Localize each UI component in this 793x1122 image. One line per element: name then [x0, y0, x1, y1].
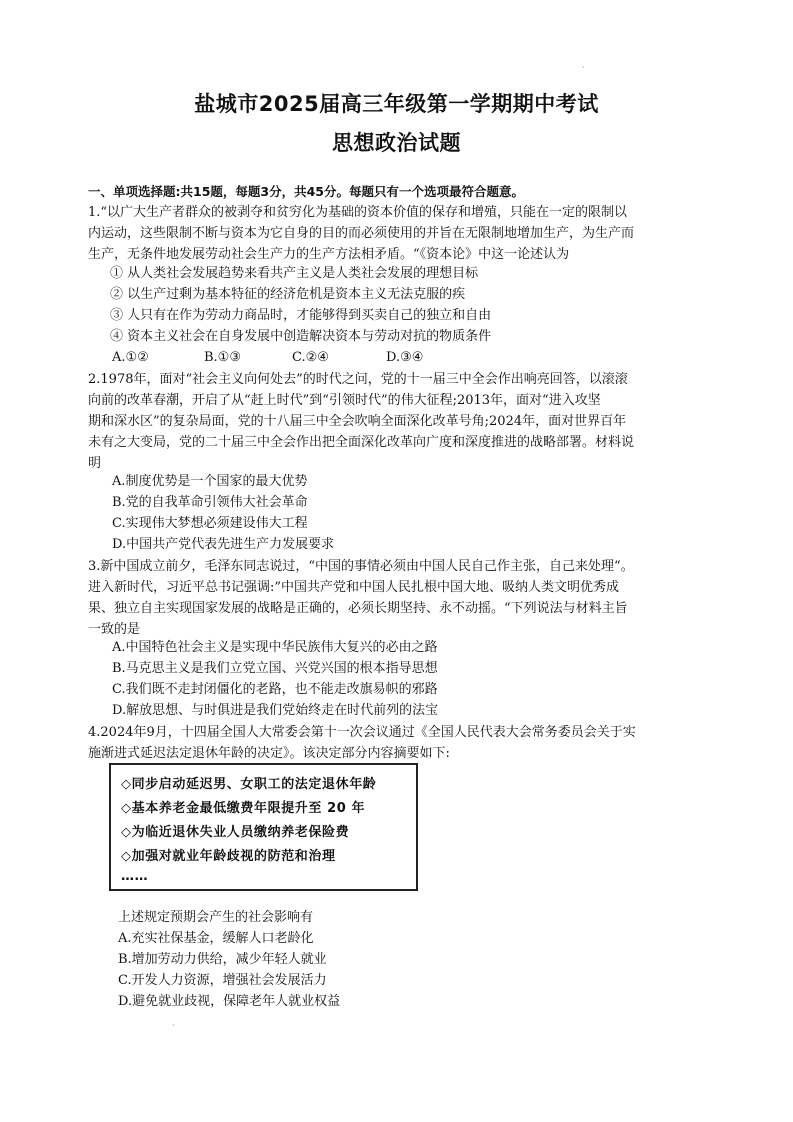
option-a: A.充实社保基金，缓解人口老龄化 — [118, 931, 314, 946]
exam-title: 盐城市2025届高三年级第一学期期中考试 — [194, 92, 599, 116]
box-item: ◇为临近退休失业人员缴纳养老保险费 — [121, 825, 350, 840]
stem-line: 2.1978年，面对“社会主义向何处去”的时代之问，党的十一届三中全会作出响亮回答，以滚滚 — [88, 372, 628, 387]
question-1-stem — [88, 202, 714, 265]
option-a: A.中国特色社会主义是实现中华民族伟大复兴的必由之路 — [112, 640, 438, 655]
scan-dot: · — [172, 1021, 175, 1030]
stem-line: 未有之大变局，党的二十届三中全会作出把全面深化改革向广度和深度推进的战略部署。材料说 — [88, 435, 635, 450]
option-c: C.开发人力资源，增强社会发展活力 — [118, 973, 327, 988]
stem-line: 明 — [88, 456, 102, 471]
box-item: ◇基本养老金最低缴费年限提升至 20 年 — [121, 801, 366, 816]
option-d: D.避免就业歧视，保障老年人就业权益 — [118, 994, 341, 1009]
exam-subtitle: 思想政治试题 — [332, 131, 461, 155]
box-item: ◇同步启动延迟男、女职工的法定退休年龄 — [121, 777, 377, 792]
stem-line: 施渐进式延迟法定退休年龄的决定》。该决定部分内容摘要如下: — [88, 746, 450, 761]
question-4-stem — [88, 722, 714, 764]
question-4-prompt: 上述规定预期会产生的社会影响有 — [118, 910, 314, 925]
question-2-stem — [88, 369, 714, 474]
statement-3: ③ 人只有在作为劳动力商品时，才能够得到买卖自己的独立和自由 — [110, 308, 492, 323]
choice-d: D.③④ — [386, 350, 424, 365]
stem-line: 4.2024年9月，十四届全国人大常委会第十一次会议通过《全国人民代表大会常务委员会关于实 — [88, 725, 636, 740]
statement-1: ① 从人类社会发展趋势来看共产主义是人类社会发展的理想目标 — [110, 266, 479, 281]
option-b: B.党的自我革命引领伟大社会革命 — [112, 495, 308, 510]
statement-4: ④ 资本主义社会在自身发展中创造解决资本与劳动对抗的物质条件 — [110, 329, 492, 344]
option-b: B.增加劳动力供给，减少年轻人就业 — [118, 952, 327, 967]
option-b: B.马克思主义是我们立党立国、兴党兴国的根本指导思想 — [112, 661, 438, 676]
option-c: C.实现伟大梦想必须建设伟大工程 — [112, 516, 308, 531]
statement-2: ② 以生产过剩为基本特征的经济危机是资本主义无法克服的疾 — [110, 287, 466, 302]
choice-b: B.①③ — [204, 350, 241, 365]
stem-line: 进入新时代，习近平总书记强调:”中国共产党和中国人民扎根中国大地、吸纳人类文明优秀成 — [88, 580, 620, 595]
question-3-stem — [88, 556, 714, 640]
box-item: ◇加强对就业年龄歧视的防范和治理 — [121, 849, 336, 864]
stem-line: 向前的改革春潮，开启了从“赶上时代”到“引领时代”的伟大征程;2013年，面对“进入攻坚 — [88, 393, 601, 408]
stem-line: 期和深水区”的复杂局面，党的十八届三中全会吹响全面深化改革号角;2024年，面对世界百年 — [88, 414, 627, 429]
policy-summary-box — [109, 763, 418, 891]
stem-line: 1.“以广大生产者群众的被剥夺和贫穷化为基础的资本价值的保存和增殖，只能在一定的限制以 — [88, 205, 628, 220]
option-a: A.制度优势是一个国家的最大优势 — [112, 474, 308, 489]
stem-line: 果、独立自主实现国家发展的战略是正确的，必须长期坚持、永不动摇。“下列说法与材料主旨 — [88, 601, 628, 616]
option-d: D.解放思想、与时俱进是我们党始终走在时代前列的法宝 — [112, 703, 439, 718]
box-item-ellipsis: …… — [121, 869, 149, 884]
option-d: D.中国共产党代表先进生产力发展要求 — [112, 537, 335, 552]
stem-line: 一致的是 — [88, 622, 141, 637]
choice-a: A.①② — [112, 350, 149, 365]
choice-c: C.②④ — [292, 350, 329, 365]
stem-line: 生产，无条件地发展劳动社会生产力的生产方法相矛盾。“《资本论》中这一论述认为 — [88, 247, 570, 262]
section-heading: 一、单项选择题:共15题，每题3分，共45分。每题只有一个选项最符合题意。 — [88, 184, 524, 199]
scan-dot: · — [582, 63, 585, 72]
option-c: C.我们既不走封闭僵化的老路，也不能走改旗易帜的邪路 — [112, 682, 438, 697]
stem-line: 3.新中国成立前夕，毛泽东同志说过，“中国的事情必须由中国人民自己作主张，自己来处理“。 — [88, 559, 634, 574]
stem-line: 内运动，这些限制不断与资本为它自身的目的而必须使用的并旨在无限制地增加生产，为生产而 — [88, 226, 635, 241]
